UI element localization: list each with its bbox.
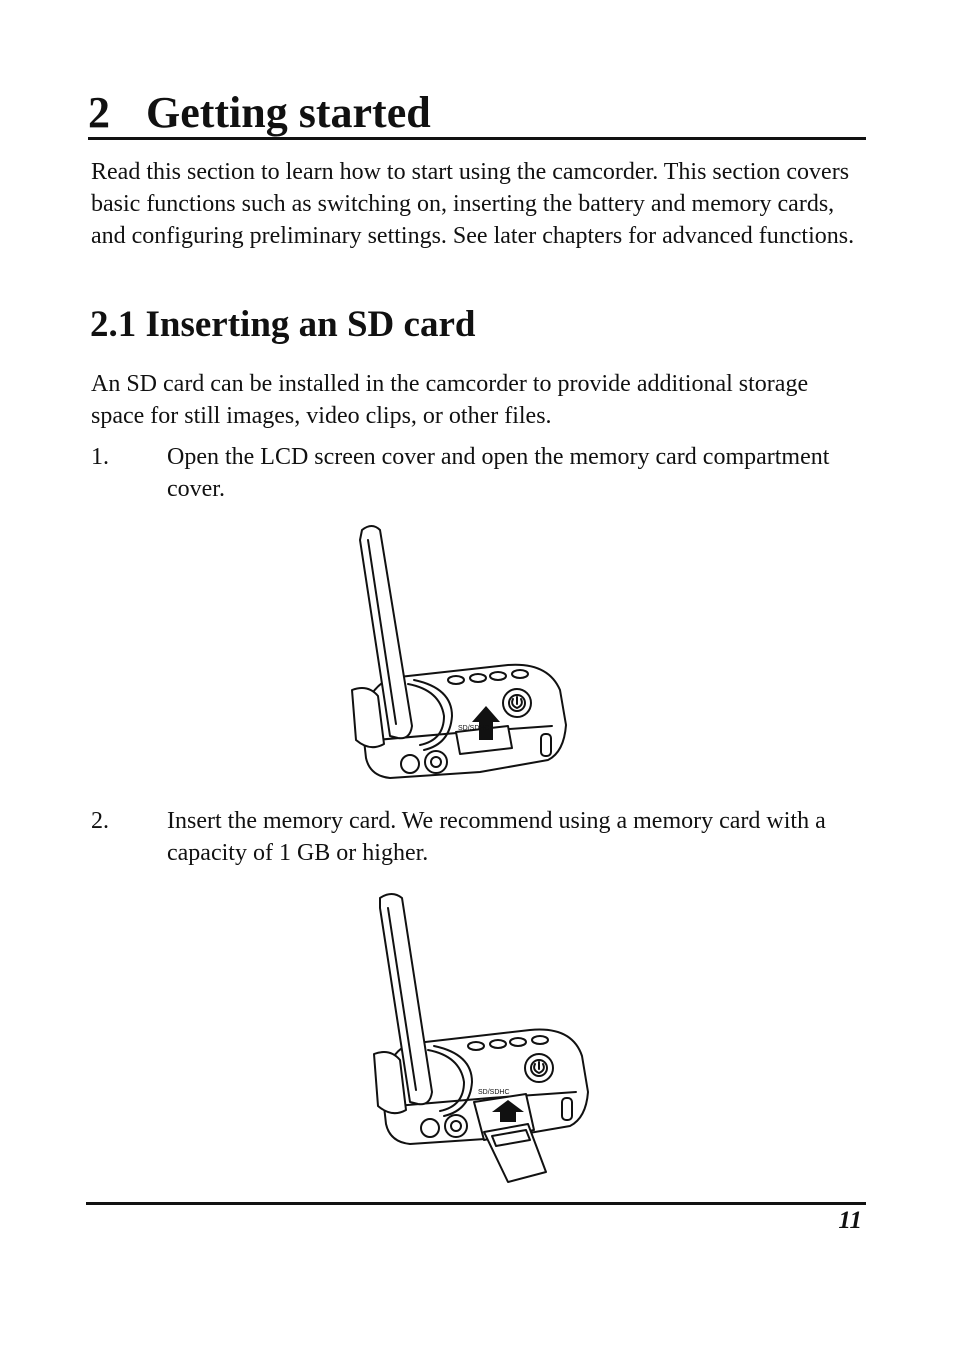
- chapter-title-text: Getting started: [146, 88, 431, 137]
- footer-rule: [86, 1202, 866, 1205]
- page-number: 11: [838, 1207, 862, 1234]
- step-1-number: 1.: [91, 444, 109, 470]
- section-title: 2.1 Inserting an SD card: [90, 304, 476, 345]
- step-1-text: Open the LCD screen cover and open the memory card compartment cover.: [167, 444, 830, 502]
- intro-paragraph: Read this section to learn how to start using the camcorder. This section covers basic functions such as switching on, inserting the battery and memory cards, and configuring preliminary settings. See later chapters for advanced functions.: [91, 159, 855, 249]
- step-2-number: 2.: [91, 808, 109, 834]
- sd-hd-label-2: SD/SDHC: [478, 1089, 510, 1096]
- chapter-number: 2: [88, 88, 110, 137]
- sd-hd-label: SD/SDHC: [458, 725, 490, 732]
- section-intro-paragraph: An SD card can be installed in the camcorder to provide additional storage space for still images, video clips, or other files.: [91, 371, 809, 429]
- step-2-text: Insert the memory card. We recommend using a memory card with a capacity of 1 GB or higher.: [167, 808, 826, 866]
